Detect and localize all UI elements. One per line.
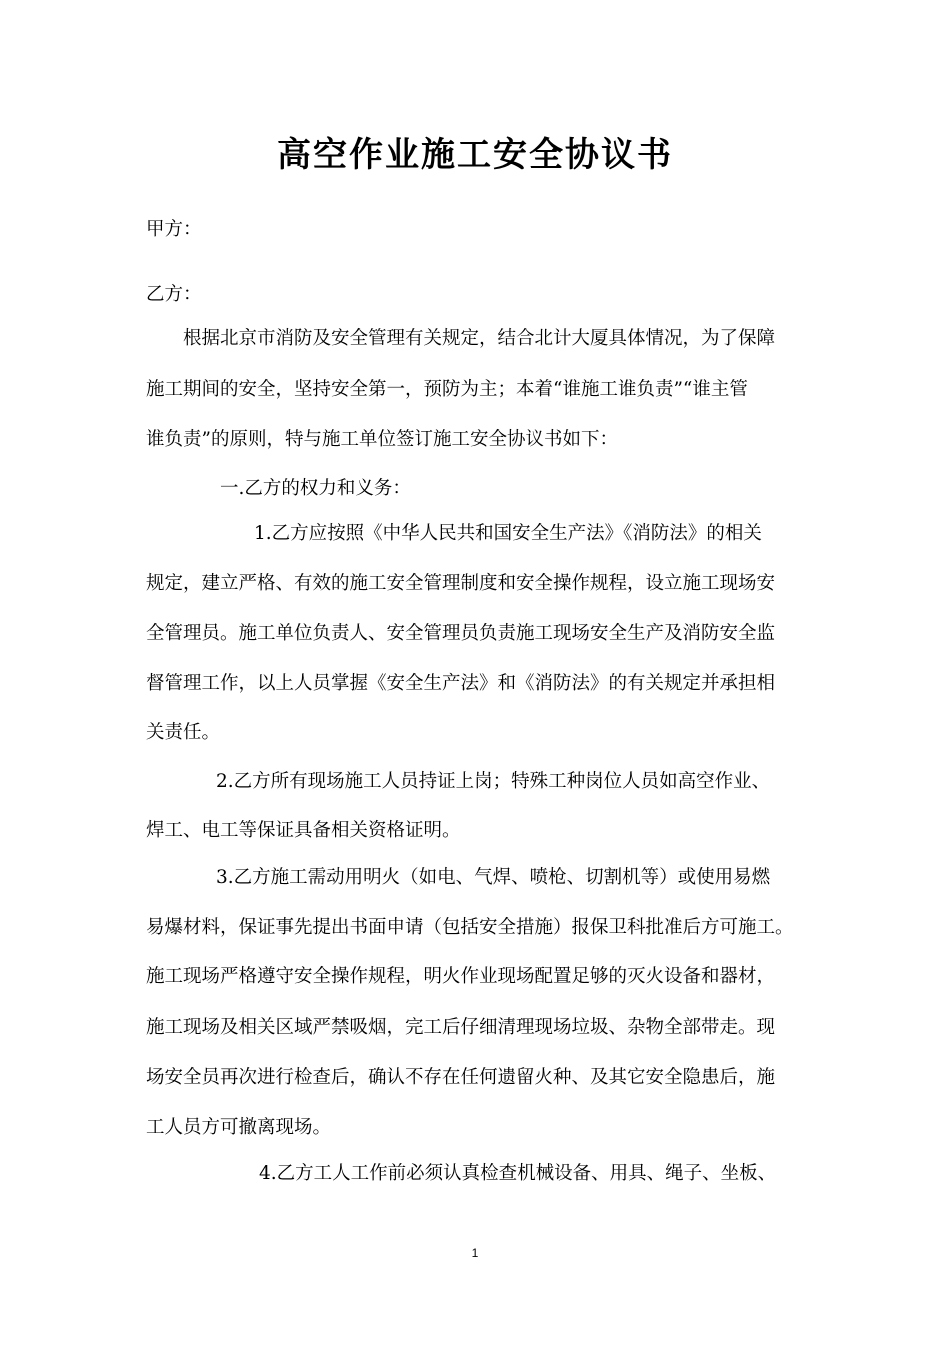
section-heading: 一.乙方的权力和义务： — [220, 478, 411, 499]
clause-line: 督管理工作，以上人员掌握《安全生产法》和《消防法》的有关规定并承担相 — [146, 673, 776, 694]
page-number: 1 — [471, 1246, 479, 1260]
clause-line: 4.乙方工人工作前必须认真检查机械设备、用具、绳子、坐板、 — [259, 1163, 777, 1184]
party-b-label: 乙方： — [146, 284, 202, 305]
clause-line: 规定，建立严格、有效的施工安全管理制度和安全操作规程，设立施工现场安 — [146, 573, 776, 594]
clause-line: 关责任。 — [146, 722, 221, 743]
clause-line: 1.乙方应按照《中华人民共和国安全生产法》《消防法》的相关 — [254, 523, 762, 544]
document-title: 高空作业施工安全协议书 — [277, 135, 673, 175]
clause-line: 易爆材料，保证事先提出书面申请（包括安全措施）报保卫科批准后方可施工。 — [146, 917, 794, 938]
intro-line: 根据北京市消防及安全管理有关规定，结合北计大厦具体情况，为了保障 — [183, 328, 776, 349]
clause-line: 工人员方可撤离现场。 — [146, 1117, 332, 1138]
clause-line: 场安全员再次进行检查后，确认不存在任何遗留火种、及其它安全隐患后，施 — [146, 1067, 776, 1088]
clause-line: 3.乙方施工需动用明火（如电、气焊、喷枪、切割机等）或使用易燃 — [216, 867, 771, 888]
party-a-label: 甲方： — [146, 219, 202, 240]
clause-line: 施工现场严格遵守安全操作规程，明火作业现场配置足够的灭火设备和器材， — [146, 966, 776, 987]
intro-line: 谁负责”的原则，特与施工单位签订施工安全协议书如下： — [146, 429, 618, 450]
clause-line: 施工现场及相关区域严禁吸烟，完工后仔细清理现场垃圾、杂物全部带走。现 — [146, 1017, 776, 1038]
clause-line: 焊工、电工等保证具备相关资格证明。 — [146, 820, 461, 841]
clause-line: 全管理员。施工单位负责人、安全管理员负责施工现场安全生产及消防安全监 — [146, 623, 776, 644]
clause-line: 2.乙方所有现场施工人员持证上岗；特殊工种岗位人员如高空作业、 — [216, 771, 771, 792]
intro-line: 施工期间的安全，坚持安全第一，预防为主；本着“谁施工谁负责”“谁主管 — [146, 379, 748, 400]
